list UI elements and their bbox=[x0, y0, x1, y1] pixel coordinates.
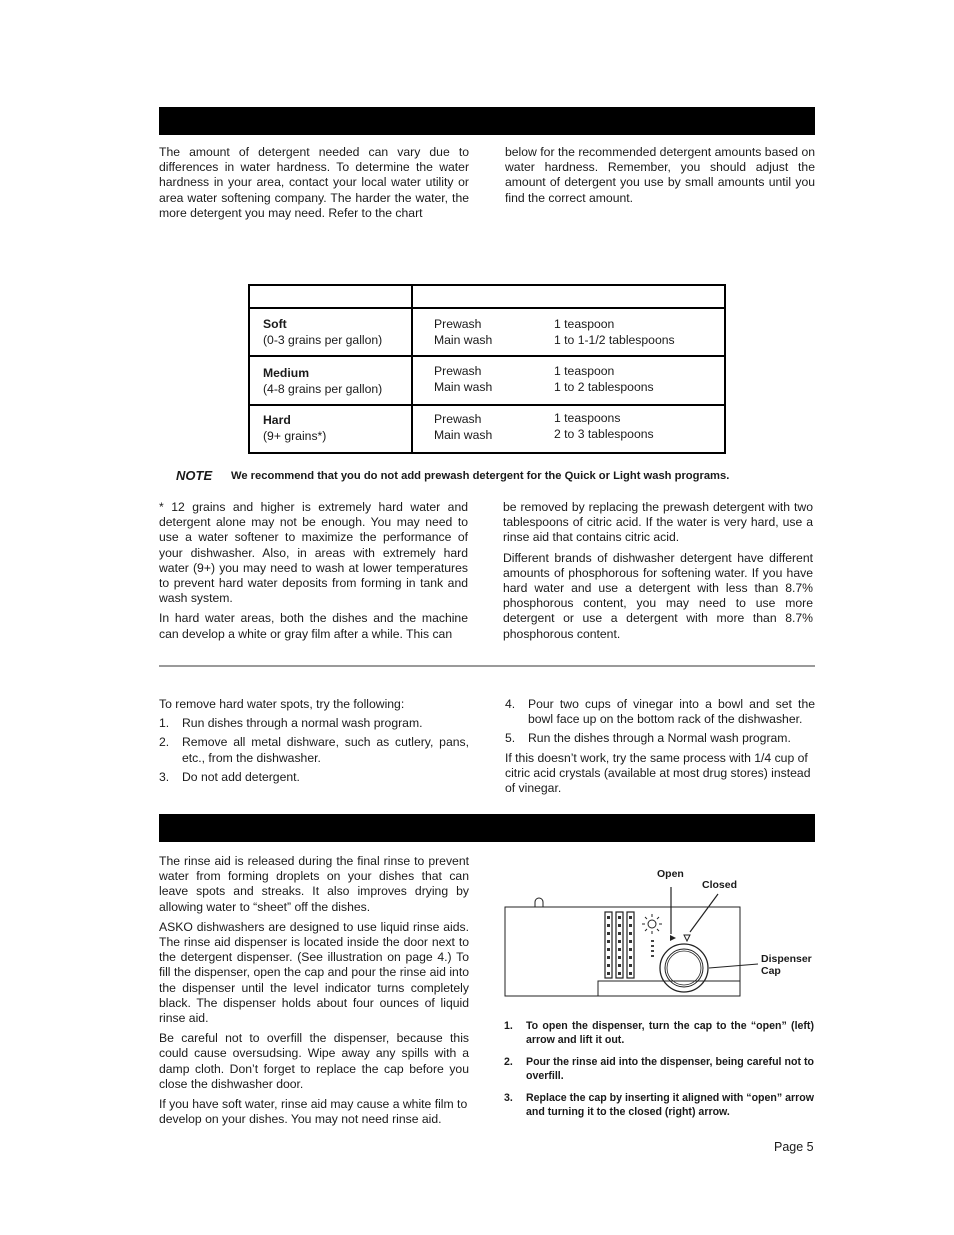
rinse-aid-steps bbox=[504, 1019, 814, 1127]
hardness-name: Hard bbox=[263, 413, 291, 427]
phosphorous-text: Different brands of dishwasher detergent have different amounts of phosphorous for softening water. If you have hard water and use a detergent with less than 8.7% phosphorous content, you may need to use more detergent or use a detergent with more than 8.7% phosphorous content. bbox=[503, 550, 813, 641]
phase-prewash: Prewash bbox=[434, 364, 482, 378]
table-row-hard-hardness bbox=[263, 412, 326, 444]
rinse-aid-text-column bbox=[159, 854, 469, 1132]
dispenser-label-line1: Dispenser bbox=[761, 953, 812, 965]
amount-prewash: 1 teaspoon bbox=[554, 364, 615, 378]
detergent-amount-table bbox=[248, 284, 726, 454]
list-item: 2. Pour the rinse aid into the dispenser, being careful not to overfill. bbox=[504, 1056, 814, 1082]
rinse-aid-p4: If you have soft water, rinse aid may cause a white film to develop on your dishes. You may not need rinse aid. bbox=[159, 1097, 468, 1127]
table-row-divider bbox=[250, 355, 724, 357]
cap-marker-dots bbox=[651, 940, 654, 957]
spots-intro: To remove hard water spots, try the following: bbox=[159, 697, 405, 711]
citric-acid-text: be removed by replacing the prewash detergent with two tablespoons of citric acid. If the water is very hard, use a rinse aid that contains citric acid. bbox=[503, 500, 813, 545]
hard-water-left-column bbox=[159, 500, 468, 647]
hardness-grains: (9+ grains*) bbox=[263, 429, 327, 443]
spots-steps-right bbox=[505, 697, 815, 747]
amount-main-wash: 2 to 3 tablespoons bbox=[554, 427, 654, 441]
open-arrow-icon bbox=[670, 935, 676, 941]
closed-arrow-icon bbox=[684, 935, 690, 941]
panel-tab bbox=[535, 898, 543, 907]
hard-water-film: In hard water areas, both the dishes and the machine can develop a white or gray film after a while. This can bbox=[159, 611, 468, 641]
amount-main-wash: 1 to 1-1/2 tablespoons bbox=[554, 333, 675, 347]
spots-steps-left bbox=[159, 716, 469, 785]
phase-main-wash: Main wash bbox=[434, 380, 493, 394]
table-column-divider bbox=[411, 286, 413, 452]
note-text: We recommend that you do not add prewash detergent for the Quick or Light wash programs. bbox=[231, 470, 730, 482]
level-indicator-dots bbox=[607, 916, 632, 975]
table-row-soft-phase bbox=[434, 316, 492, 348]
table-row-soft-hardness bbox=[263, 316, 382, 348]
table-row-medium-hardness bbox=[263, 365, 382, 397]
detergent-intro-right bbox=[505, 145, 815, 211]
amount-prewash: 1 teaspoon bbox=[554, 317, 615, 331]
note-label: NOTE bbox=[176, 468, 213, 483]
list-item: 4. Pour two cups of vinegar into a bowl and set the bowl face up on the bottom rack of the dishwasher. bbox=[505, 697, 815, 727]
table-row-hard-phase bbox=[434, 411, 492, 443]
spots-fallback: If this doesn’t work, try the same process with 1/4 cup of citric acid crystals (available at most drug stores) instead of vinegar. bbox=[505, 750, 811, 796]
phase-main-wash: Main wash bbox=[434, 428, 493, 442]
table-row-soft-amount bbox=[554, 316, 675, 348]
hard-water-footnote: * 12 grains and higher is extremely hard water and detergent alone may not be enough. You may need to use a water softener to maximize the performance of your dishwasher. Also, in areas with extremely hard water (9+) you may need to wash at lower temperatures to prevent hard water deposits from forming in tank and wash system. bbox=[159, 500, 468, 606]
hard-water-spots-left bbox=[159, 697, 469, 789]
amount-prewash: 1 teaspoons bbox=[554, 411, 621, 425]
diagram-label-closed: Closed bbox=[702, 879, 738, 891]
hardness-grains: (0-3 grains per gallon) bbox=[263, 333, 383, 347]
hardness-grains: (4-8 grains per gallon) bbox=[263, 382, 383, 396]
section-header-bar-rinse-aid bbox=[159, 814, 815, 842]
page-number: Page 5 bbox=[774, 1140, 814, 1154]
dispenser-label-line2: Cap bbox=[761, 965, 781, 977]
detergent-intro-right-text: below for the recommended detergent amounts based on water hardness. Remember, you should adjust the amount of detergent you use by small amounts until you find the correct amount. bbox=[505, 145, 815, 205]
list-item: 1. To open the dispenser, turn the cap to the “open” (left) arrow and lift it out. bbox=[504, 1020, 814, 1046]
hardness-name: Medium bbox=[263, 366, 310, 380]
level-indicator-icon bbox=[605, 912, 634, 978]
hardness-name: Soft bbox=[263, 317, 287, 331]
table-row-divider bbox=[250, 404, 724, 406]
table-row-hard-amount bbox=[554, 410, 654, 442]
section-header-bar-detergent bbox=[159, 107, 815, 135]
table-row-medium-phase bbox=[434, 363, 492, 395]
table-header-divider bbox=[250, 307, 724, 309]
phase-prewash: Prewash bbox=[434, 412, 482, 426]
diagram-label-dispenser-cap bbox=[761, 953, 812, 977]
rinse-aid-p3: Be careful not to overfill the dispenser, because this could cause oversudsing. Wipe away any spills with a damp cloth. Don’t forget to replace the cap before you close the dishwasher door. bbox=[159, 1031, 469, 1091]
detergent-intro-left bbox=[159, 145, 469, 226]
panel-corner-notch bbox=[598, 981, 740, 996]
phase-prewash: Prewash bbox=[434, 317, 482, 331]
list-item: 2. Remove all metal dishware, such as cutlery, pans, etc., from the dishwasher. bbox=[159, 735, 469, 765]
list-item: 3. Do not add detergent. bbox=[159, 769, 300, 784]
phase-main-wash: Main wash bbox=[434, 333, 493, 347]
dispenser-cap bbox=[660, 944, 708, 992]
detergent-intro-left-text: The amount of detergent needed can vary due to differences in water hardness. To determine the water hardness in your area, contact your local water utility or area water softening company. The harder the water, the more detergent you may need. Refer to the chart bbox=[159, 145, 469, 220]
sun-icon bbox=[642, 914, 662, 934]
section-divider-line bbox=[159, 665, 815, 667]
amount-main-wash: 1 to 2 tablespoons bbox=[554, 380, 654, 394]
rinse-aid-p1: The rinse aid is released during the final rinse to prevent water from forming droplets on your dishes that can leave spots and streaks. It also improves drying by allowing water to “sheet” off the dishes. bbox=[159, 854, 469, 914]
list-item: 5. Run the dishes through a Normal wash program. bbox=[505, 731, 791, 746]
list-item: 1. Run dishes through a normal wash program. bbox=[159, 716, 423, 731]
table-row-medium-amount bbox=[554, 363, 654, 395]
hard-water-spots-right bbox=[505, 697, 815, 801]
list-item: 3. Replace the cap by inserting it aligned with “open” arrow and turning it to the closed (right) arrow. bbox=[504, 1092, 814, 1118]
rinse-aid-p2: ASKO dishwashers are designed to use liquid rinse aids. The rinse aid dispenser is located inside the door next to the detergent dispenser. (See illustration on page 4.) To fill the dispenser, open the cap and pour the rinse aid into the dispenser until the level indicator turns completely black. The dispenser holds about four ounces of liquid rinse aid. bbox=[159, 919, 469, 1026]
closed-leader-line bbox=[690, 894, 718, 932]
hard-water-right-column bbox=[503, 500, 813, 647]
cap-leader-line bbox=[709, 964, 758, 968]
diagram-label-open: Open bbox=[657, 868, 684, 880]
rinse-aid-dispenser-diagram bbox=[500, 868, 820, 1003]
